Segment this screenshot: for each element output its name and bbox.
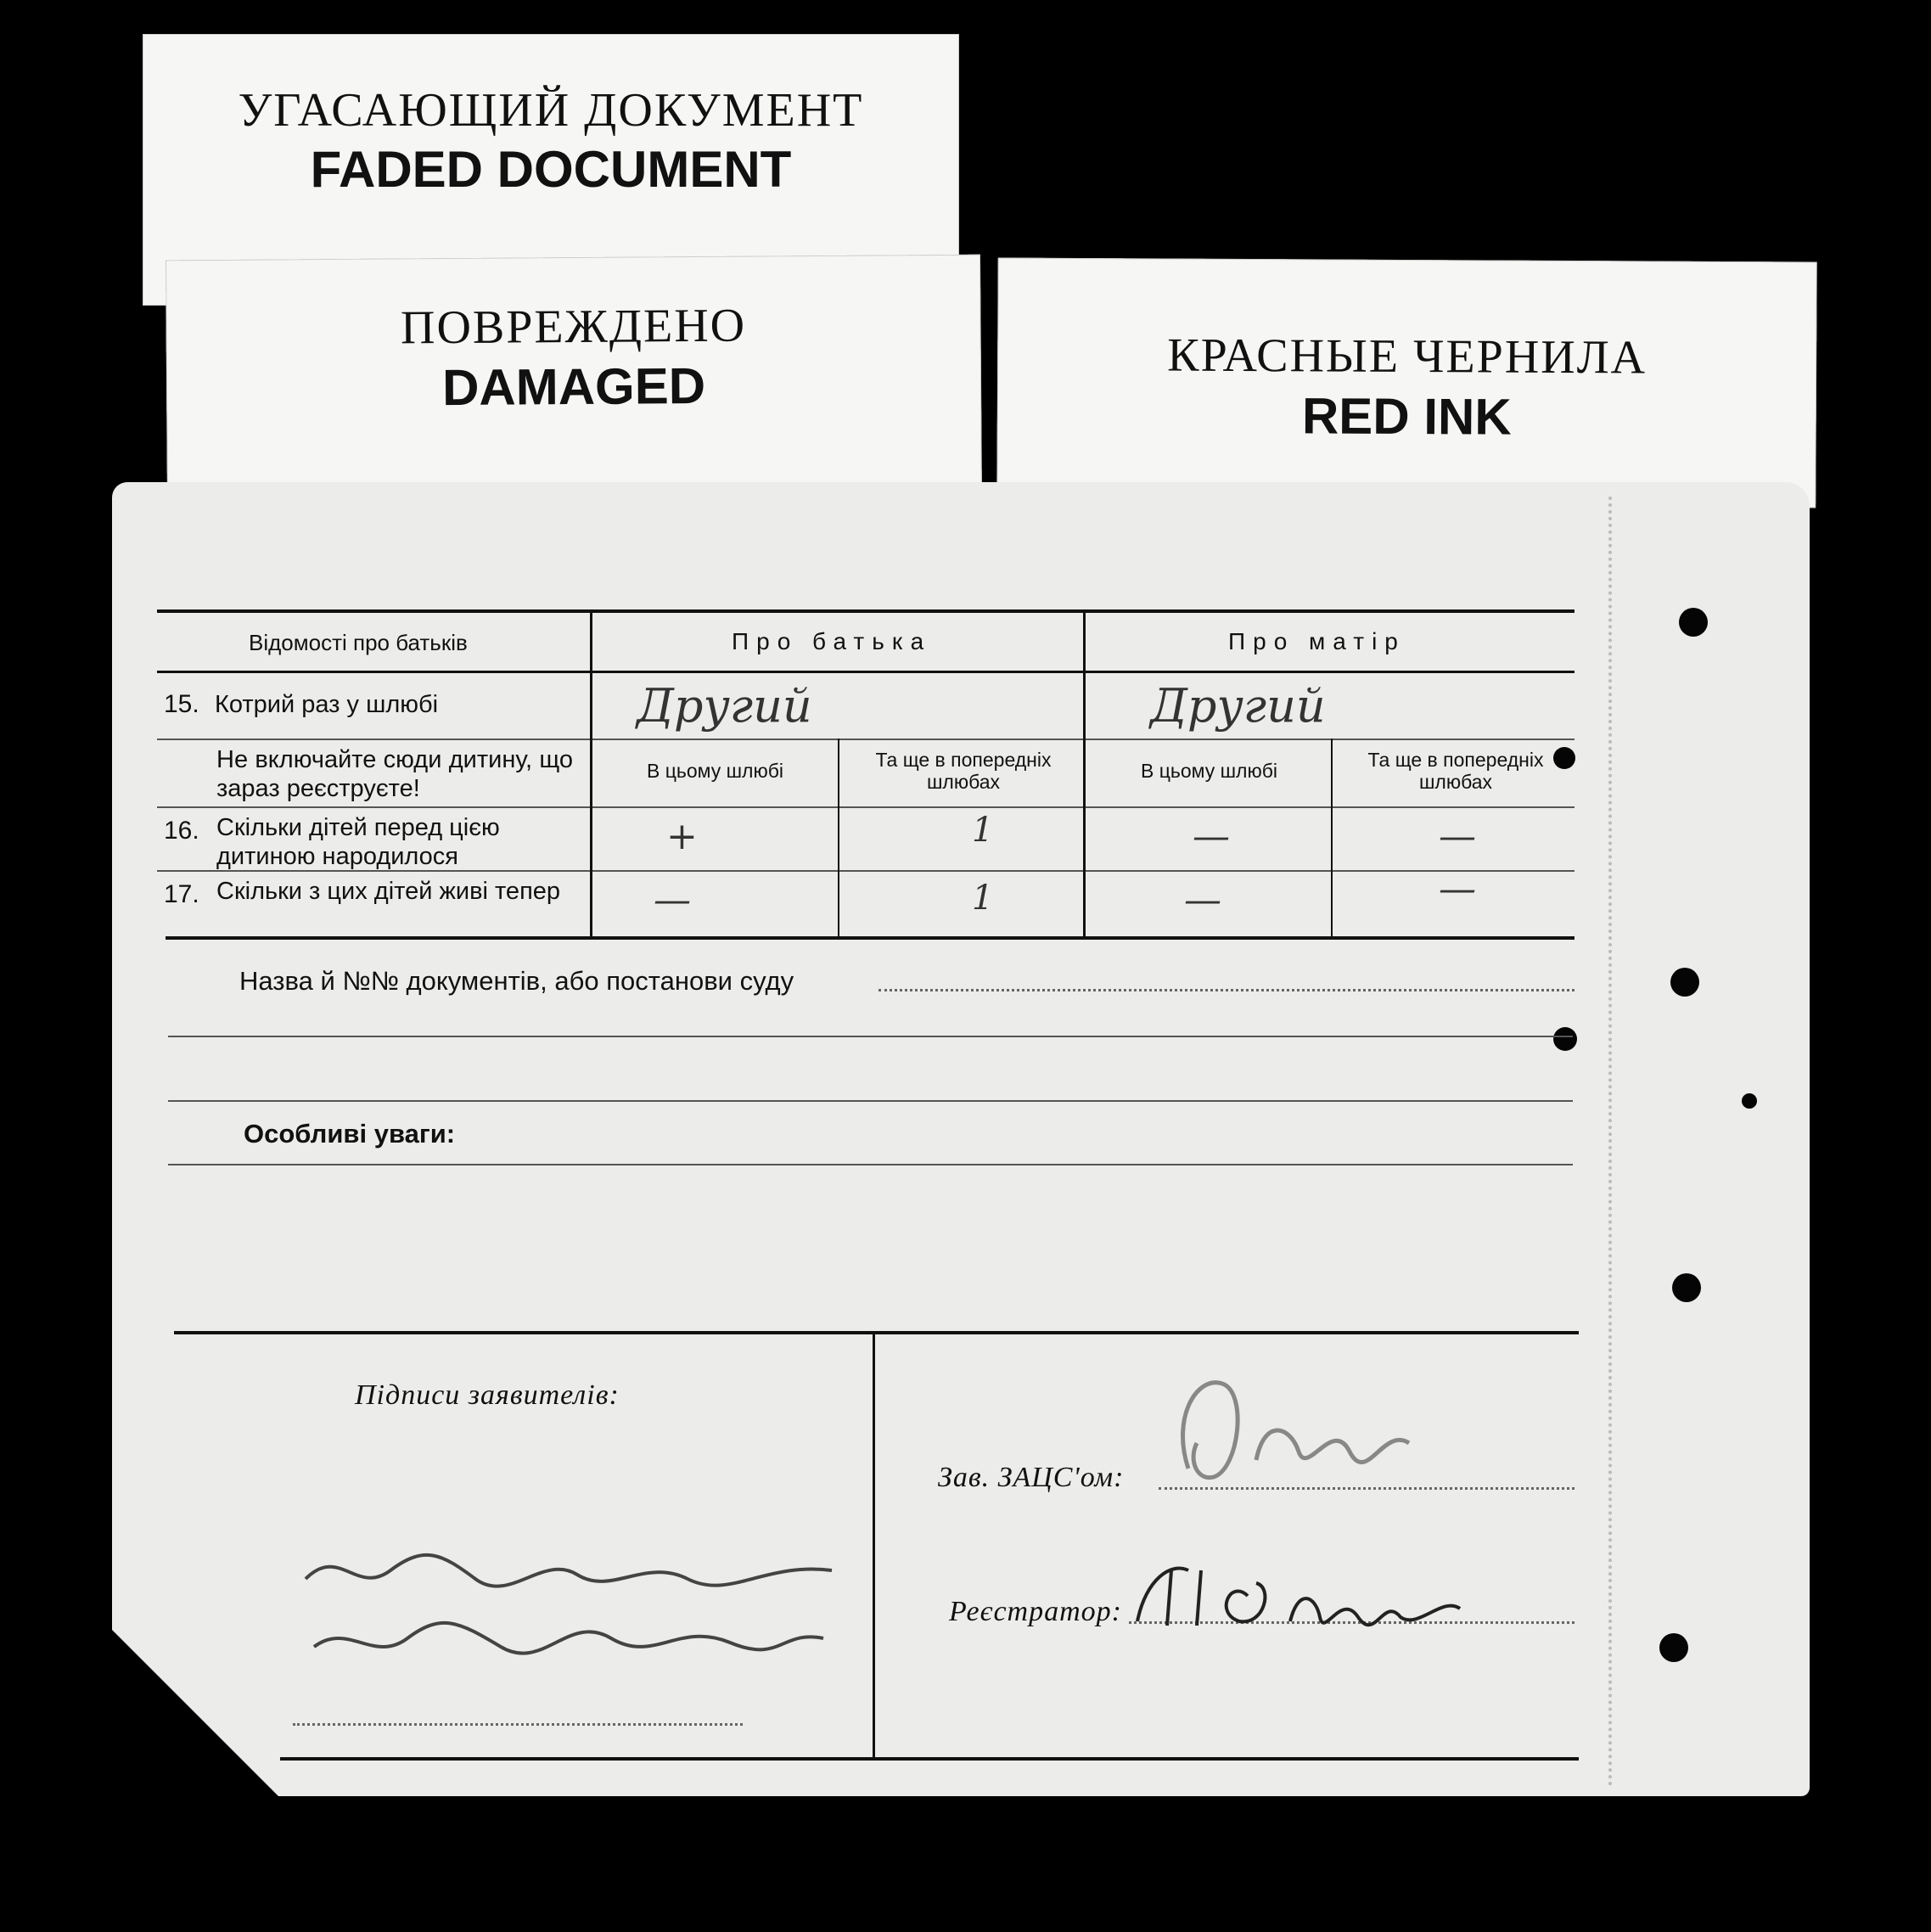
registrar-signature bbox=[1120, 1545, 1477, 1647]
header-parents-info: Відомості про батьків bbox=[249, 630, 468, 655]
punch-hole bbox=[1672, 1273, 1701, 1302]
mother-this-marriage-header: В цьому шлюбі bbox=[1140, 760, 1278, 782]
signatures-bottom-rule bbox=[280, 1757, 1579, 1761]
header-father: Про батька bbox=[732, 628, 932, 654]
row15-label: Котрий раз у шлюбі bbox=[215, 691, 439, 718]
row16-mother-this: — bbox=[1193, 815, 1230, 858]
row-rule bbox=[157, 739, 1575, 740]
row15-number: 15. bbox=[164, 690, 199, 718]
row17-number: 17. bbox=[164, 880, 199, 908]
table-bottom-rule bbox=[166, 936, 1575, 940]
column-divider bbox=[590, 613, 592, 938]
subcolumn-divider bbox=[838, 739, 839, 938]
header-mother: Про матір bbox=[1228, 628, 1406, 654]
remarks-line bbox=[168, 1164, 1573, 1165]
punch-hole bbox=[1659, 1633, 1688, 1662]
damaged-label bbox=[166, 255, 982, 507]
row15-father-value: Другий bbox=[637, 679, 812, 733]
perforation-line bbox=[1608, 497, 1612, 1787]
row16-label: Скільки дітей перед цією дитиною народилося bbox=[216, 814, 500, 870]
faded-label-en: FADED DOCUMENT bbox=[310, 141, 792, 198]
row17-label: Скільки з цих дітей живі тепер bbox=[216, 878, 561, 905]
father-this-marriage-header: В цьому шлюбі bbox=[646, 760, 784, 782]
documents-line bbox=[168, 1100, 1573, 1102]
documents-line bbox=[878, 989, 1575, 991]
head-zags-label: Зав. ЗАЦС'ом: bbox=[938, 1462, 1125, 1493]
damaged-label-ru: ПОВРЕЖДЕНО bbox=[400, 299, 747, 355]
header-rule bbox=[157, 671, 1575, 673]
punch-hole bbox=[1742, 1093, 1757, 1109]
registrar-label: Реєстратор: bbox=[949, 1596, 1122, 1627]
row15-mother-value: Другий bbox=[1150, 679, 1326, 733]
applicant-signature bbox=[289, 1519, 883, 1689]
punch-hole bbox=[1679, 608, 1708, 637]
mother-previous-marriages-header: Та ще в попередніх шлюбах bbox=[1367, 749, 1544, 793]
applicants-signatures-label: Підписи заявителів: bbox=[355, 1379, 620, 1411]
documents-label: Назва й №№ документів, або постанови суду bbox=[239, 966, 794, 996]
damaged-label-en: DAMAGED bbox=[441, 357, 706, 417]
head-zags-signature bbox=[1163, 1367, 1434, 1519]
punch-hole bbox=[1553, 1027, 1577, 1051]
column-divider bbox=[1083, 613, 1086, 938]
row16-number: 16. bbox=[164, 817, 199, 845]
faded-label-ru: УГАСАЮЩИЙ ДОКУМЕНТ bbox=[238, 84, 864, 137]
row16-mother-prev: — bbox=[1439, 815, 1476, 858]
row17-father-prev: 1 bbox=[972, 879, 994, 918]
father-previous-marriages-header: Та ще в попередніх шлюбах bbox=[875, 749, 1052, 793]
folded-corner bbox=[112, 1630, 282, 1800]
red-ink-label-en: RED INK bbox=[1301, 387, 1512, 446]
subcolumn-divider bbox=[1331, 739, 1333, 938]
note-exclude-child: Не включайте сюди дитину, що зараз реєструєте! bbox=[216, 746, 573, 802]
applicants-signature-line bbox=[293, 1723, 743, 1726]
punch-hole bbox=[1670, 968, 1699, 997]
signatures-top-rule bbox=[174, 1331, 1579, 1334]
row17-father-this: — bbox=[654, 879, 691, 922]
remarks-label: Особливі уваги: bbox=[244, 1119, 456, 1149]
row17-mother-prev: — bbox=[1439, 868, 1476, 911]
documents-line bbox=[168, 1036, 1573, 1037]
row-rule bbox=[157, 806, 1575, 808]
row16-father-prev: 1 bbox=[972, 811, 994, 850]
row17-mother-this: — bbox=[1184, 879, 1221, 922]
red-ink-label bbox=[996, 257, 1817, 508]
red-ink-label-ru: КРАСНЫЕ ЧЕРНИЛА bbox=[1167, 329, 1648, 385]
row16-father-this: + bbox=[666, 815, 698, 858]
table-top-rule bbox=[157, 609, 1575, 613]
